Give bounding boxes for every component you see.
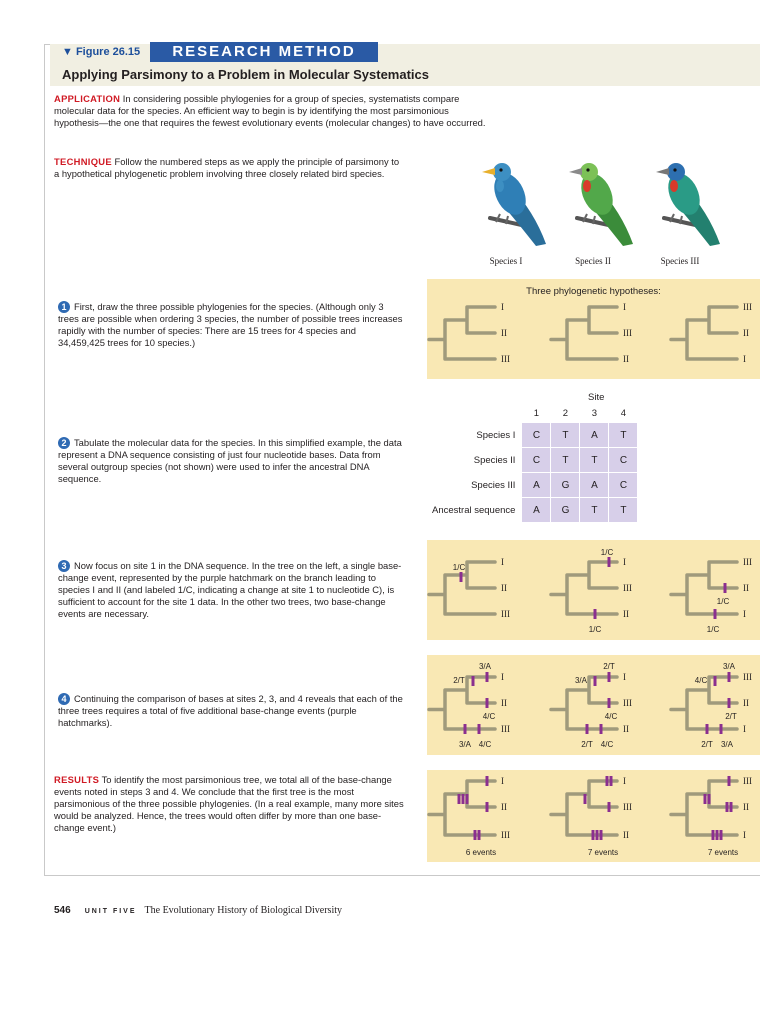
base-change-hatchmark [704,794,707,804]
base-change-hatchmark [584,794,587,804]
bird-beak [656,168,669,175]
base-change-hatchmark [486,802,489,812]
step-number-1: 1 [58,301,70,313]
tip-label: II [623,830,629,840]
base-change-hatchmark [462,794,465,804]
base-change-hatchmark [486,776,489,786]
technique-label: TECHNIQUE [54,156,112,167]
base-cell: G [551,498,579,522]
panel-5-trees [427,770,760,862]
tip-label: I [501,672,504,682]
base-change-hatchmark [596,830,599,840]
base-change-hatchmark [728,776,731,786]
base-change-hatchmark [472,676,475,686]
base-change-hatchmark [460,572,463,582]
base-cell: C [609,448,637,472]
step-4 [58,693,405,729]
bird-throat [583,180,591,192]
base-change-hatchmark [608,557,611,567]
technique-text: Follow the numbered steps as we apply the principle of parsimony to a hypothetical phylogenetic problem involving three closely related bird species. [54,156,400,179]
change-label: 2/T [453,676,465,685]
tip-label: III [623,802,632,812]
change-label: 3/A [720,740,734,749]
change-label: 4/C [478,740,492,749]
step-4-text: Continuing the comparison of bases at sites 2, 3, and 4 reveals that each of the three trees requires a total of five additional base-change events (purple hatchmarks). [58,693,403,728]
results-label: RESULTS [54,774,100,785]
base-change-hatchmark [720,830,723,840]
results-paragraph [54,774,406,834]
base-cell: T [580,498,608,522]
change-label: 4/C [600,740,614,749]
panel-phylogenetic-hypotheses [427,279,760,379]
base-cell: C [609,473,637,497]
bird-head [493,163,511,181]
base-change-hatchmark [610,776,613,786]
bird-throat [670,180,678,192]
site-number-row [431,404,637,422]
application-text: In considering possible phylogenies for a group of species, systematists compare molecular data for the species. An efficient way to begin is by identifying the most parsimonious hypothesis—the one that requires the fewest evolutionary events (molecular changes) to have occurred. [54,93,486,128]
event-count: 7 events [587,848,619,857]
step-number-4: 4 [58,693,70,705]
dna-row-species-1 [431,423,637,447]
tip-label: III [743,672,752,682]
tip-label: II [501,328,507,338]
site-number: 4 [620,407,627,419]
species-label: Species III [660,256,700,266]
bird-head [667,163,685,181]
base-change-hatchmark [478,724,481,734]
results-text: To identify the most parsimonious tree, we total all of the base-change events noted in steps 3 and 4. We conclude that the first tree is the most parsimonious of the three possible phylogenies. (In a real example, many more sites would be analyzed. Hence, the trees would often differ by more than one base-change event.) [54,774,404,833]
figure-title: Applying Parsimony to a Problem in Molecular Systematics [62,67,429,82]
tip-label: III [501,609,510,619]
change-label: 3/A [722,662,736,671]
change-label: 4/C [604,712,618,721]
panel-results [427,770,760,862]
site-label: Site [588,392,605,403]
site-number: 2 [562,407,569,419]
change-label: 4/C [694,676,708,685]
change-label: 3/A [478,662,492,671]
base-change-hatchmark [486,672,489,682]
panel-1-trees [427,279,760,379]
step-2-text: Tabulate the molecular data for the species. In this simplified example, the data represent a DNA sequence consisting of just four nucleotide bases. Data from several outgroup species (not shown) were used to infer the ancestral DNA sequence. [58,437,402,484]
panel-3-trees [427,540,760,640]
base-cell: A [580,473,608,497]
tip-label: I [501,557,504,567]
bird-head [580,163,598,181]
tip-label: III [501,830,510,840]
step-number-2: 2 [58,437,70,449]
base-change-hatchmark [724,583,727,593]
row-label: Ancestral sequence [432,504,516,516]
phylogeny-tree-2 [671,307,737,359]
tip-label: I [623,672,626,682]
base-cell: G [551,473,579,497]
base-change-hatchmark [706,724,709,734]
tip-label: II [501,802,507,812]
bird-species-1 [482,163,546,246]
tip-label: I [743,830,746,840]
tip-label: III [743,776,752,786]
step-1-text: First, draw the three possible phylogenies for the species. (Although only 3 trees are possible when ordering 3 species, the number of possible trees increases rapidly with the number of species: There are 15 trees for 4 species and 34,459,425 trees for 10 species.) [58,301,403,348]
bird-beak [569,168,582,175]
base-change-hatchmark [608,698,611,708]
bird-eye [586,168,589,171]
tip-label: III [743,302,752,312]
base-change-hatchmark [708,794,711,804]
change-label: 4/C [482,712,496,721]
species-label: Species II [575,256,611,266]
tip-label: II [501,698,507,708]
base-cell: T [609,498,637,522]
step-2 [58,437,405,485]
change-label: 2/T [701,740,713,749]
frame-left-rule [44,44,45,876]
change-label: 3/A [458,740,472,749]
birds-svg [456,156,746,274]
tip-label: I [501,776,504,786]
phylogeny-tree-1 [551,781,617,835]
dna-row-species-2 [431,448,637,472]
panel-sites-2-4 [427,655,760,755]
bird-species-2 [569,163,633,246]
change-label: 1/C [706,625,720,634]
tip-label: II [743,698,749,708]
tip-label: II [743,328,749,338]
panel-1-title: Three phylogenetic hypotheses: [526,286,661,297]
tip-label: I [623,557,626,567]
phylogeny-tree-0 [429,781,495,835]
step-number-3: 3 [58,560,70,572]
bird-illustrations [456,156,746,274]
event-count: 6 events [465,848,497,857]
base-cell: T [609,423,637,447]
step-3-text: Now focus on site 1 in the DNA sequence. In the tree on the left, a single base-change event, represented by the purple hatchmark on the branch leading to species I and II (and labeled 1/C, indicating a change at site 1 to nucleotide C), is sufficient to account for the site 1 data. In the other two trees, two base-change events are necessary. [58,560,402,619]
base-cell: T [551,448,579,472]
base-change-hatchmark [728,698,731,708]
tip-label: II [623,609,629,619]
unit-label: UNIT FIVE [84,908,137,915]
base-change-hatchmark [458,794,461,804]
base-change-hatchmark [474,830,477,840]
change-label: 1/C [716,597,730,606]
base-change-hatchmark [714,609,717,619]
tip-label: I [743,724,746,734]
bird-species-3 [656,163,720,246]
base-change-hatchmark [728,672,731,682]
tip-label: III [501,354,510,364]
dna-row-ancestral [431,498,637,522]
change-label: 1/C [452,563,466,572]
change-label: 1/C [600,548,614,557]
bird-throat [496,180,504,192]
base-change-hatchmark [592,830,595,840]
site-number: 1 [533,407,540,419]
change-label: 2/T [725,712,737,721]
base-cell: A [522,498,550,522]
phylogeny-tree-1 [551,562,617,614]
technique-paragraph [54,156,406,180]
base-change-hatchmark [486,698,489,708]
bird-eye [673,168,676,171]
tip-label: II [743,802,749,812]
tip-label: III [623,698,632,708]
tip-label: III [501,724,510,734]
base-change-hatchmark [594,609,597,619]
base-change-hatchmark [608,802,611,812]
base-change-hatchmark [714,676,717,686]
base-cell: A [522,473,550,497]
frame-bottom-rule [44,875,760,876]
base-change-hatchmark [600,724,603,734]
phylogeny-tree-1 [551,307,617,359]
base-change-hatchmark [730,802,733,812]
tip-label: III [623,328,632,338]
tip-label: III [623,583,632,593]
tip-label: II [623,354,629,364]
base-change-hatchmark [712,830,715,840]
base-change-hatchmark [726,802,729,812]
tip-label: I [501,302,504,312]
base-change-hatchmark [720,724,723,734]
phylogeny-tree-0 [429,307,495,359]
panel-4-trees [427,655,760,755]
application-paragraph [54,93,486,129]
event-count: 7 events [707,848,739,857]
base-change-hatchmark [466,794,469,804]
research-method-banner: RESEARCH METHOD [150,42,378,62]
tip-label: I [743,609,746,619]
step-3 [58,560,405,620]
row-label: Species II [473,454,516,466]
tip-label: III [743,557,752,567]
change-label: 1/C [588,625,602,634]
base-change-hatchmark [606,776,609,786]
base-change-hatchmark [716,830,719,840]
change-label: 2/T [603,662,615,671]
species-label: Species I [489,256,523,266]
step-1 [58,301,405,349]
base-cell: T [551,423,579,447]
tip-label: II [501,583,507,593]
change-label: 3/A [574,676,588,685]
application-label: APPLICATION [54,93,121,104]
page-footer [54,905,342,916]
change-label: 2/T [581,740,593,749]
tip-label: I [623,776,626,786]
tip-label: II [743,583,749,593]
base-change-hatchmark [478,830,481,840]
base-change-hatchmark [464,724,467,734]
base-cell: C [522,423,550,447]
phylogeny-tree-2 [671,562,737,614]
dna-row-species-3 [431,473,637,497]
figure-label: ▼ Figure 26.15 [62,46,141,58]
base-cell: A [580,423,608,447]
panel-site-1 [427,540,760,640]
tip-label: II [623,724,629,734]
row-label: Species III [471,479,516,491]
page-number: 546 [54,905,71,916]
tip-label: I [743,354,746,364]
dna-table [430,403,638,523]
site-number: 3 [591,407,598,419]
tip-label: I [623,302,626,312]
base-cell: C [522,448,550,472]
row-label: Species I [476,429,516,441]
base-change-hatchmark [594,676,597,686]
base-change-hatchmark [608,672,611,682]
unit-title: The Evolutionary History of Biological Diversity [144,905,342,916]
bird-eye [499,168,502,171]
base-change-hatchmark [586,724,589,734]
base-change-hatchmark [600,830,603,840]
bird-beak [482,168,495,175]
base-cell: T [580,448,608,472]
